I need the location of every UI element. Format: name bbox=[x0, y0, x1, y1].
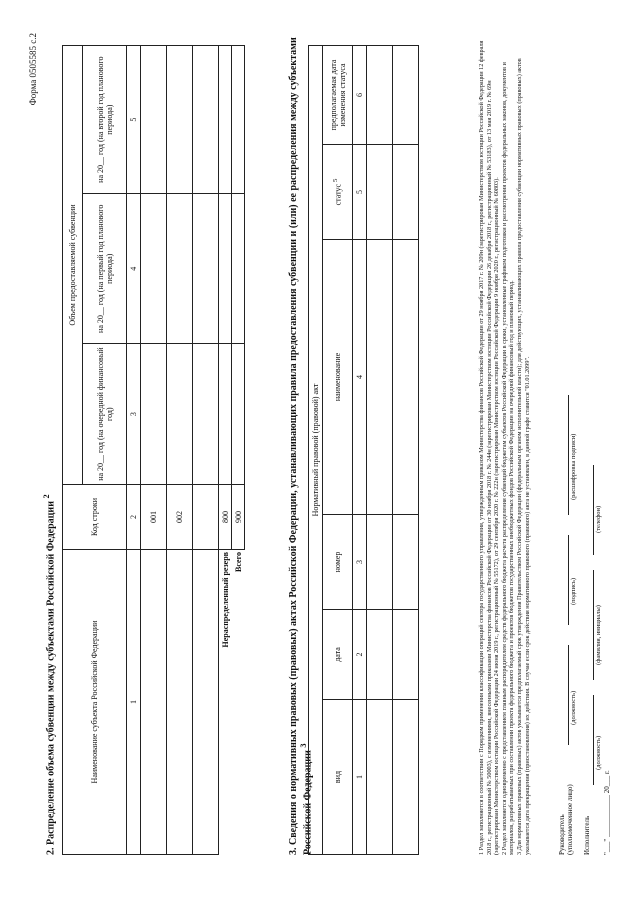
rotated-form-sheet bbox=[18, 15, 618, 895]
header-act: Нормативный правовой (правовой) акт bbox=[309, 46, 323, 855]
total-row bbox=[232, 46, 245, 855]
column-numbers-row bbox=[353, 46, 367, 855]
cell bbox=[167, 46, 193, 194]
cell bbox=[141, 344, 167, 485]
cell bbox=[193, 550, 219, 855]
col-number: 6 bbox=[353, 46, 367, 145]
section2-table bbox=[62, 45, 245, 855]
section3-table bbox=[308, 45, 419, 855]
footnote-3: 3 Для нормативных правовых (правовых) актов указывается предполагаемый срок утверждения Правительством Российской Федерации (федеральным органом исполнительной власти); для действующих, устанавливающих правила предоставления субвенции нормативных правовых (правовых) актов указывается дата прекращения (приостановления) их действия. В случае если срок действия нормативного правового (правового) акта не установлен, в данной графе ставится "01.01.2099". bbox=[515, 58, 531, 855]
header-status: статус $^5$ bbox=[323, 145, 353, 240]
cell bbox=[141, 550, 167, 855]
cell bbox=[232, 344, 245, 485]
section3-title: 3. Сведения о нормативных правовых (правовых) актах Российской Федерации, устанавливающих правила предоставления субвенции и (или) ее распределения между субъектами Российской Федерации $^3$ bbox=[288, 37, 314, 855]
cell bbox=[393, 700, 419, 855]
reserve-label: Нераспределенный резерв bbox=[220, 552, 230, 648]
cell bbox=[167, 344, 193, 485]
row-code: 001 bbox=[141, 485, 167, 550]
caption-position: (должность) bbox=[570, 690, 577, 725]
row-code bbox=[193, 485, 219, 550]
executor-phone-line bbox=[583, 465, 594, 555]
executor-position-line bbox=[583, 695, 594, 785]
header-planned-date: предполагаемая дата изменения статуса bbox=[323, 46, 353, 145]
header-row-code: Код строки bbox=[63, 485, 127, 550]
cell bbox=[367, 700, 393, 855]
header-year2: на 20__ год (на первый год планового периода) bbox=[83, 194, 127, 344]
col-number: 1 bbox=[353, 700, 367, 855]
head-position-line bbox=[558, 645, 569, 745]
header-volume: Объем предоставляемой субвенции bbox=[63, 46, 83, 485]
cell bbox=[193, 344, 219, 485]
cell bbox=[367, 515, 393, 610]
cell bbox=[141, 194, 167, 344]
col-number: 2 bbox=[353, 610, 367, 700]
column-numbers-row bbox=[127, 46, 141, 855]
form-code: Форма 0505585 с.2 bbox=[28, 33, 38, 106]
caption-fio: (фамилия, инициалы) bbox=[595, 605, 602, 665]
col-number: 4 bbox=[127, 194, 141, 344]
col-number: 2 bbox=[127, 485, 141, 550]
head-sub: (уполномоченное лицо) bbox=[566, 784, 574, 855]
col-number: 1 bbox=[127, 550, 141, 855]
cell bbox=[219, 46, 232, 194]
cell bbox=[219, 194, 232, 344]
date-line: "___" ____________ 20___ г. bbox=[603, 770, 611, 855]
header-number: номер bbox=[323, 515, 353, 610]
footnote-1: 1 Раздел заполняется в соответствии с Порядком применения классификации операций сектора государственного управления, утвержденным приказом Министерства финансов Российской Федерации от 29 ноября 2017 г. № 209н (зарегистрирован Министерством юстиции Российской Федерации 12 февраля 2018 г., регистрационный № 50003), с изменениями, внесенными приказами Министерства финансов Российской Федерации от 30 ноября 2018 г. № 244н (зарегистрирован Министерством юстиции Российской Федерации 26 декабря 2018 г., регистрационный № 53183), от 13 мая 2019 г. № 69н (зарегистрирован Министерством юстиции Российской Федерации 24 июня 2019 г., регистрационный № 55172), от 29 сентября 2020 г. № 222н (зарегистрирован Министерством юстиции Российской Федерации 9 ноября 2020 г., регистрационный № 60803). bbox=[478, 40, 501, 855]
cell bbox=[219, 344, 232, 485]
cell bbox=[193, 194, 219, 344]
cell bbox=[393, 610, 419, 700]
header-subject-name: Наименование субъекта Российской Федерации bbox=[63, 550, 127, 855]
header-date: дата bbox=[323, 610, 353, 700]
col-number: 3 bbox=[127, 344, 141, 485]
cell bbox=[193, 46, 219, 194]
head-label: Руководитель bbox=[558, 814, 566, 855]
table-row bbox=[367, 46, 393, 855]
col-number: 4 bbox=[353, 240, 367, 515]
footnotes bbox=[478, 35, 531, 855]
table-row bbox=[193, 46, 219, 855]
executor-fio-line bbox=[583, 570, 594, 680]
cell bbox=[367, 46, 393, 145]
cell bbox=[167, 194, 193, 344]
head-decoding-line bbox=[558, 395, 569, 515]
cell bbox=[367, 145, 393, 240]
total-label: Всего bbox=[233, 552, 243, 572]
head-signature-line bbox=[558, 535, 569, 625]
cell bbox=[367, 240, 393, 515]
table-row bbox=[167, 46, 193, 855]
cell bbox=[232, 46, 245, 194]
header-year3: на 20__ год (на второй год планового периода) bbox=[83, 46, 127, 194]
caption-signature: (подпись) bbox=[570, 578, 577, 605]
head-signature-block bbox=[558, 784, 574, 855]
cell bbox=[393, 515, 419, 610]
executor-label: Исполнитель bbox=[583, 815, 591, 855]
cell bbox=[167, 550, 193, 855]
cell bbox=[393, 145, 419, 240]
reserve-row bbox=[219, 46, 232, 855]
col-number: 5 bbox=[353, 145, 367, 240]
cell bbox=[393, 240, 419, 515]
reserve-code: 800 bbox=[219, 485, 232, 550]
table-row bbox=[393, 46, 419, 855]
col-number: 5 bbox=[127, 46, 141, 194]
caption-phone: (телефон) bbox=[595, 505, 602, 533]
caption-decoding: (расшифровка подписи) bbox=[570, 433, 577, 500]
col-number: 3 bbox=[353, 515, 367, 610]
table-row bbox=[141, 46, 167, 855]
cell bbox=[232, 194, 245, 344]
total-code: 900 bbox=[232, 485, 245, 550]
footnote-2: 2 Раздел заполняется одновременно с представлением главным распорядителем средств федерального бюджета расчета распределения субвенций бюджетам субъектов Российской Федерации в сроки, установленные графиком подготовки и рассмотрения проектов федеральных законов, документов и материалов, разрабатываемых при составлении проекта федерального бюджета и проектов бюджетов государственных внебюджетных фондов Российской Федерации на очередной финансовый год и плановый период. bbox=[500, 62, 516, 855]
section2-title: 2. Распределение объема субвенции между субъектами Российской Федерации $^2$ bbox=[42, 494, 57, 855]
caption-position-executor: (должность) bbox=[595, 735, 602, 770]
header-kind: вид bbox=[323, 700, 353, 855]
cell bbox=[141, 46, 167, 194]
header-name: наименование bbox=[323, 240, 353, 515]
cell bbox=[393, 46, 419, 145]
header-year1: на 20__ год (на очередной финансовый год) bbox=[83, 344, 127, 485]
cell bbox=[367, 610, 393, 700]
row-code: 002 bbox=[167, 485, 193, 550]
